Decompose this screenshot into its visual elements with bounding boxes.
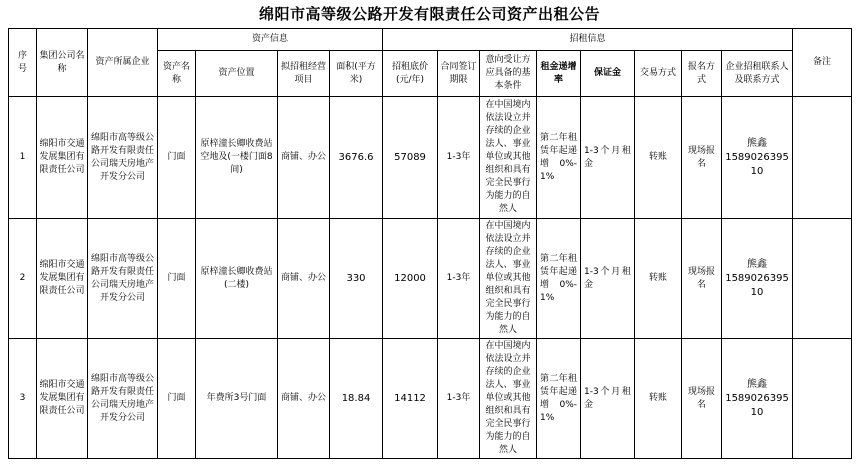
header-seq: 序号 — [9, 29, 37, 97]
cell-planned-business: 商铺、办公 — [278, 339, 330, 459]
header-deposit: 保证金 — [581, 51, 635, 97]
cell-rent-increase: 第二年租赁年起递增0%-1% — [537, 219, 581, 339]
cell-remarks — [793, 219, 852, 339]
cell-group-company: 绵阳市交通发展集团有限责任公司 — [37, 339, 88, 459]
header-area: 面积(平方米) — [330, 51, 383, 97]
table-row — [9, 219, 852, 339]
cell-asset-owner: 绵阳市高等级公路开发有限责任公司瑞天房地产开发分公司 — [88, 97, 158, 219]
cell-area: 18.84 — [330, 339, 383, 459]
header-transferee-conditions: 意向受让方应具备的基本条件 — [480, 51, 537, 97]
cell-remarks — [793, 339, 852, 459]
cell-seq: 2 — [9, 219, 37, 339]
cell-transferee-conditions: 在中国境内依法设立并存续的企业法人、事业单位或其他组织和具有完全民事行为能力的自然人 — [480, 219, 537, 339]
header-contract-term: 合同签订期限 — [438, 51, 480, 97]
cell-base-price: 14112 — [383, 339, 438, 459]
cell-area: 3676.6 — [330, 97, 383, 219]
contact-phone: 158902639510 — [725, 392, 789, 418]
contact-name: 熊鑫 — [747, 378, 768, 390]
contact-phone: 158902639510 — [725, 151, 789, 177]
cell-asset-location: 年费所3号门面 — [196, 339, 278, 459]
cell-asset-name: 门面 — [158, 97, 196, 219]
cell-asset-location: 原梓潼长卿收费站(二楼) — [196, 219, 278, 339]
header-rent-increase: 租金递增率 — [537, 51, 581, 97]
cell-transaction-method: 转账 — [635, 97, 682, 219]
cell-asset-name: 门面 — [158, 219, 196, 339]
header-asset-name: 资产名称 — [158, 51, 196, 97]
cell-deposit: 1-3个月租金 — [581, 339, 635, 459]
header-asset-location: 资产位置 — [196, 51, 278, 97]
cell-asset-location: 原梓潼长卿收费站空地及(一楼门面8间) — [196, 97, 278, 219]
cell-contact — [722, 339, 793, 459]
cell-registration-method: 现场报名 — [682, 339, 722, 459]
cell-asset-name: 门面 — [158, 339, 196, 459]
cell-rent-increase: 第二年租赁年起递增0%-1% — [537, 339, 581, 459]
cell-group-company: 绵阳市交通发展集团有限责任公司 — [37, 97, 88, 219]
asset-rental-table — [8, 28, 852, 459]
contact-name: 熊鑫 — [747, 137, 768, 149]
table-row — [9, 339, 852, 459]
cell-seq: 1 — [9, 97, 37, 219]
cell-transaction-method: 转账 — [635, 219, 682, 339]
header-group-asset-info: 资产信息 — [158, 29, 383, 51]
cell-contract-term: 1-3年 — [438, 339, 480, 459]
contact-phone: 158902639510 — [725, 272, 789, 298]
header-group-rental-info: 招租信息 — [383, 29, 793, 51]
cell-base-price: 12000 — [383, 219, 438, 339]
header-asset-owner: 资产所属企业 — [88, 29, 158, 97]
cell-transferee-conditions: 在中国境内依法设立并存续的企业法人、事业单位或其他组织和具有完全民事行为能力的自然人 — [480, 339, 537, 459]
cell-deposit: 1-3个月租金 — [581, 219, 635, 339]
cell-area: 330 — [330, 219, 383, 339]
page-title: 绵阳市高等级公路开发有限责任公司资产出租公告 — [258, 5, 600, 23]
cell-registration-method: 现场报名 — [682, 97, 722, 219]
cell-planned-business: 商铺、办公 — [278, 219, 330, 339]
cell-deposit: 1-3个月租金 — [581, 97, 635, 219]
header-group-company: 集团公司名称 — [37, 29, 88, 97]
cell-registration-method: 现场报名 — [682, 219, 722, 339]
cell-remarks — [793, 97, 852, 219]
header-registration-method: 报名方式 — [682, 51, 722, 97]
cell-contact — [722, 97, 793, 219]
cell-group-company: 绵阳市交通发展集团有限责任公司 — [37, 219, 88, 339]
cell-rent-increase: 第二年租赁年起递增0%-1% — [537, 97, 581, 219]
header-contact: 企业招租联系人及联系方式 — [722, 51, 793, 97]
header-remarks: 备注 — [793, 29, 852, 97]
cell-transferee-conditions: 在中国境内依法设立并存续的企业法人、事业单位或其他组织和具有完全民事行为能力的自然人 — [480, 97, 537, 219]
cell-contract-term: 1-3年 — [438, 97, 480, 219]
cell-asset-owner: 绵阳市高等级公路开发有限责任公司瑞天房地产开发分公司 — [88, 339, 158, 459]
cell-seq: 3 — [9, 339, 37, 459]
cell-planned-business: 商铺、办公 — [278, 97, 330, 219]
table-row — [9, 97, 852, 219]
cell-base-price: 57089 — [383, 97, 438, 219]
header-transaction-method: 交易方式 — [635, 51, 682, 97]
cell-transaction-method: 转账 — [635, 339, 682, 459]
contact-name: 熊鑫 — [747, 258, 768, 270]
cell-contract-term: 1-3年 — [438, 219, 480, 339]
header-planned-business: 拟招租经营项目 — [278, 51, 330, 97]
cell-asset-owner: 绵阳市高等级公路开发有限责任公司瑞天房地产开发分公司 — [88, 219, 158, 339]
cell-contact — [722, 219, 793, 339]
header-base-price: 招租底价(元/年) — [383, 51, 438, 97]
